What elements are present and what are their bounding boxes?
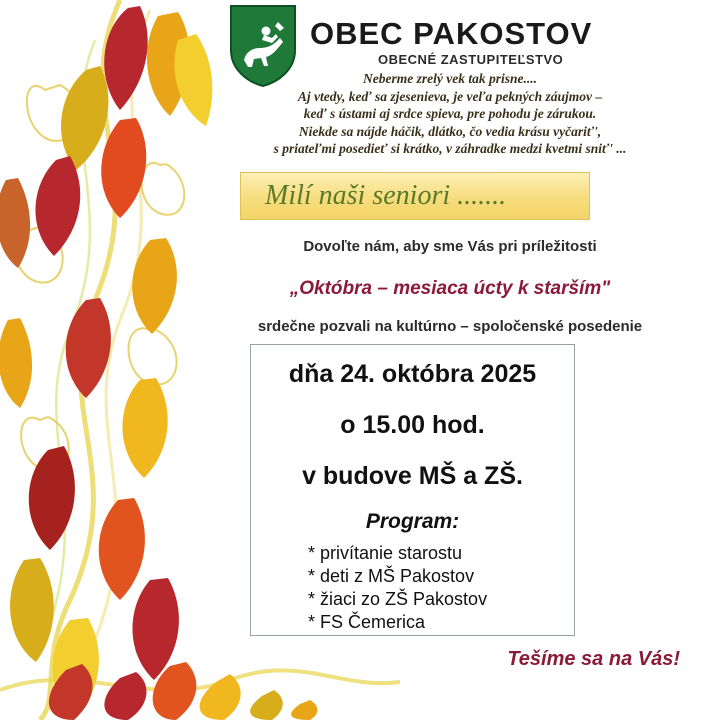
autumn-leaves-left-decoration	[0, 0, 230, 720]
invitation-line-2: srdečne pozvali na kultúrno – spoločenské posedenie	[257, 318, 643, 335]
program-heading: Program:	[365, 510, 460, 533]
poem-line: Aj vtedy, keď sa zjesenieva, je veľa pekných záujmov –	[297, 88, 603, 104]
event-date: dňa 24. októbra 2025	[288, 360, 537, 388]
poem-line: Neberme zrelý vek tak prisne....	[363, 71, 537, 86]
program-item: * deti z MŠ Pakostov	[308, 566, 475, 586]
program-list	[308, 542, 588, 634]
poem-text	[200, 70, 700, 158]
greeting-banner-text: Milí naši seniori .......	[265, 180, 507, 211]
closing-text: Tešíme sa na Vás!	[507, 648, 680, 670]
poem-line: Niekde sa nájde háčik, dlátko, čo vedia krásu vyčariť',	[298, 123, 602, 139]
program-item: * privítanie starostu	[308, 543, 463, 563]
program-item: * FS Čemerica	[308, 612, 426, 632]
poem-line: s priateľmi posedieť si krátko, v záhradke medzi kvetmi sniť' ...	[273, 141, 627, 156]
page-subtitle: OBECNÉ ZASTUPITEĽSTVO	[378, 52, 564, 67]
greeting-banner	[240, 172, 590, 220]
page-title: OBEC PAKOSTOV	[310, 16, 593, 51]
event-place: v budove MŠ a ZŠ.	[302, 462, 523, 490]
invitation-line-1: Dovoľte nám, aby sme Vás pri príležitosti	[303, 238, 597, 255]
program-item: * žiaci zo ZŠ Pakostov	[308, 589, 488, 609]
poem-line: keď s ústami aj srdce spieva, pre pohodu je zárukou.	[303, 106, 597, 121]
event-time: o 15.00 hod.	[340, 411, 485, 439]
event-details	[250, 360, 575, 513]
occasion-title: „Októbra – mesiaca úcty k starším"	[289, 278, 611, 299]
